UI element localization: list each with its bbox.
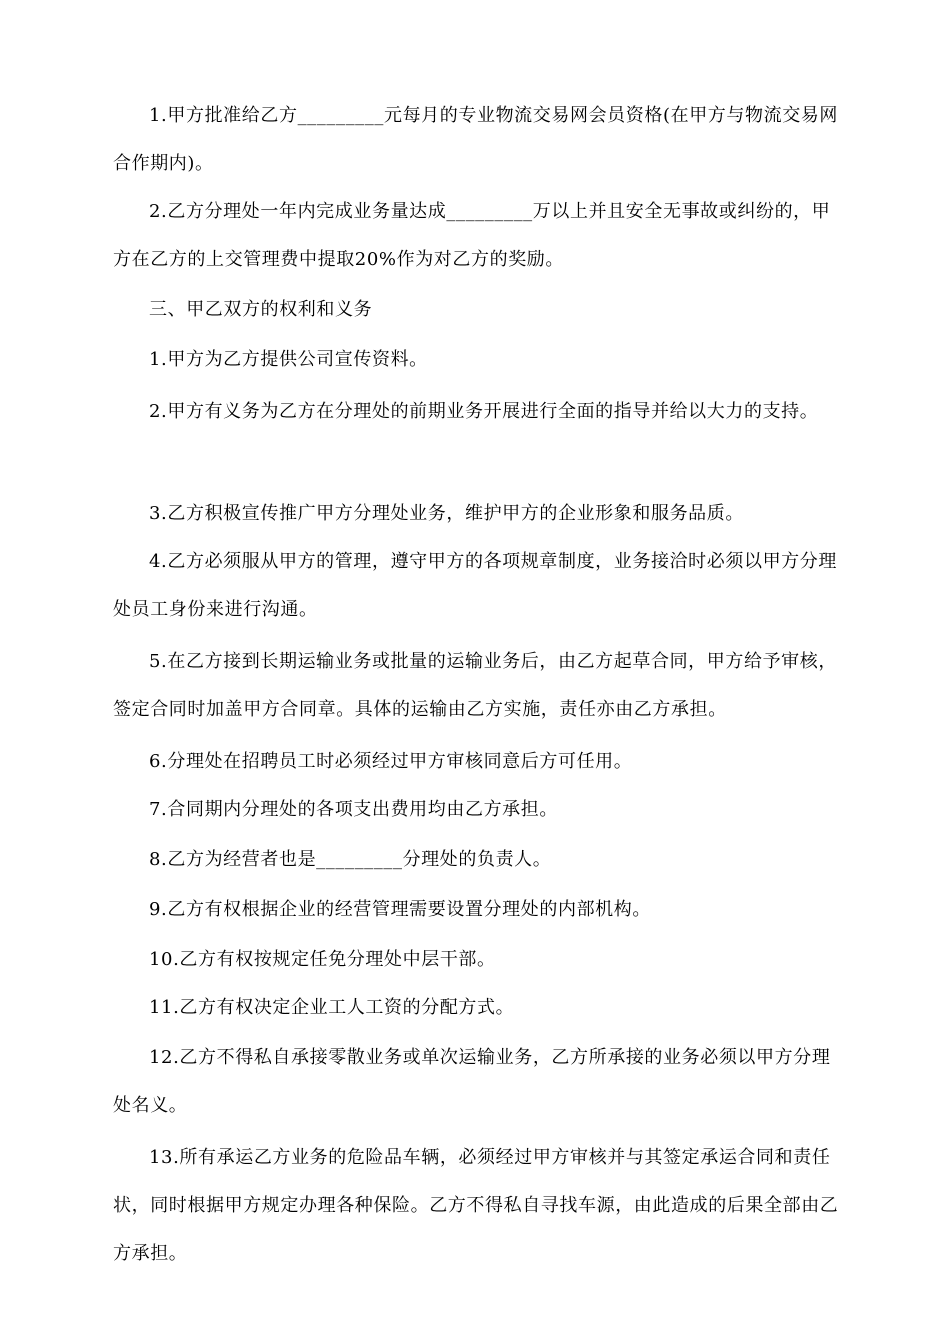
section-heading-rights-obligations: 三、甲乙双方的权利和义务 [149, 299, 373, 320]
clause-7-expenses: 7.合同期内分理处的各项支出费用均由乙方承担。 [149, 799, 558, 820]
clause-10-cadre-appointment: 10.乙方有权按规定任免分理处中层干部。 [149, 949, 496, 970]
clause-8-responsible-person: 8.乙方为经营者也是_________分理处的负责人。 [149, 849, 552, 870]
clause-4-management: 4.乙方必须服从甲方的管理，遵守甲方的各项规章制度，业务接洽时必须以甲方分理处员工身份来进行沟通。 [113, 551, 837, 620]
clause-2-reward: 2.乙方分理处一年内完成业务量达成_________万以上并且安全无事故或纠纷的，甲方在乙方的上交管理费中提取20%作为对乙方的奖励。 [113, 201, 831, 270]
clause-3-promotion: 3.乙方积极宣传推广甲方分理处业务，维护甲方的企业形象和服务品质。 [149, 503, 744, 524]
clause-2-guidance-support: 2.甲方有义务为乙方在分理处的前期业务开展进行全面的指导并给以大力的支持。 [149, 401, 819, 422]
clause-12-business-restriction: 12.乙方不得私自承接零散业务或单次运输业务，乙方所承接的业务必须以甲方分理处名义。 [113, 1047, 831, 1116]
clause-1-promotional-materials: 1.甲方为乙方提供公司宣传资料。 [149, 349, 428, 370]
clause-1-membership: 1.甲方批准给乙方_________元每月的专业物流交易网会员资格(在甲方与物流交易网合作期内)。 [113, 105, 838, 174]
clause-11-wage-distribution: 11.乙方有权决定企业工人工资的分配方式。 [149, 997, 515, 1018]
clause-13-hazardous-vehicles: 13.所有承运乙方业务的危险品车辆，必须经过甲方审核并与其签定承运合同和责任状，同时根据甲方规定办理各种保险。乙方不得私自寻找车源，由此造成的后果全部由乙方承担。 [113, 1147, 839, 1264]
clause-9-internal-structure: 9.乙方有权根据企业的经营管理需要设置分理处的内部机构。 [149, 899, 651, 920]
clause-6-hiring: 6.分理处在招聘员工时必须经过甲方审核同意后方可任用。 [149, 751, 633, 772]
clause-5-contracts: 5.在乙方接到长期运输业务或批量的运输业务后，由乙方起草合同，甲方给予审核，签定合同时加盖甲方合同章。具体的运输由乙方实施，责任亦由乙方承担。 [113, 651, 837, 720]
